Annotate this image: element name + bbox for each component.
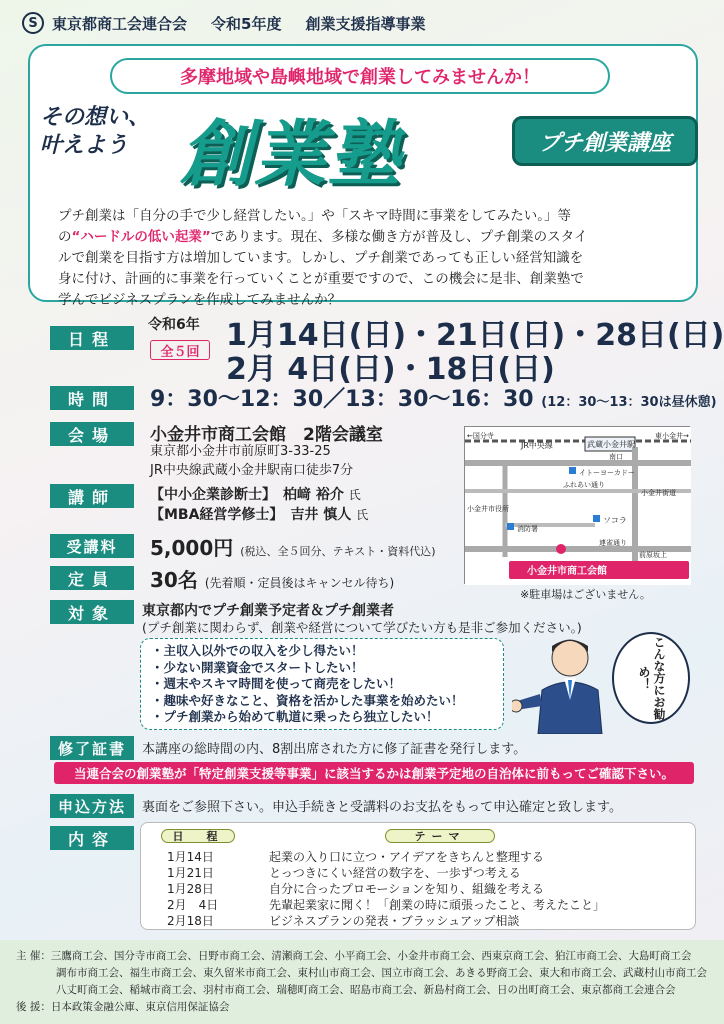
checklist-item: ・主収入以外での収入を少し得たい！ <box>151 643 364 658</box>
instructor-1 <box>150 484 361 504</box>
intro-line-5: 学んでビジネスプランを作成してみませんか？ <box>58 292 342 308</box>
content-row-theme: 先輩起業家に聞く！「創業の時に頑張ったこと、考えたこと」 <box>269 898 606 912</box>
footer-support-text: 日本政策金融公庫、東京信用保証協会 <box>50 1001 230 1013</box>
map-note: ※駐車場はございません。 <box>520 588 651 601</box>
map-marker-itoyokado <box>569 467 576 474</box>
checklist-item: ・プチ創業から始めて軌道に乗ったら独立したい！ <box>151 709 439 724</box>
content-row-theme: 起業の入り口に立つ・アイデアをきちんと整理する <box>269 850 544 864</box>
label-apply: 申込方法 <box>50 794 134 818</box>
map-label-venue: 小金井市商工会館 <box>527 566 607 577</box>
shokokai-logo-icon: S <box>22 12 44 34</box>
footer-support-label: 後 援： <box>16 1001 51 1013</box>
certificate-text: 本講座の総時間の内、8割出席された方に修了証書を発行します。 <box>142 742 527 757</box>
catch-copy <box>40 104 180 160</box>
schedule-line-1: 1月14日(日)・21日(日)・28日(日) <box>226 318 724 353</box>
venue-address <box>150 442 450 480</box>
map-label-maehara: 前原坂上 <box>639 551 667 559</box>
main-title: 創業塾 <box>180 111 403 196</box>
map-marker-fire <box>507 523 514 530</box>
label-fee: 受講料 <box>50 534 134 558</box>
label-capacity: 定員 <box>50 566 134 590</box>
capacity-note: (先着順・定員後はキャンセル待ち) <box>204 576 395 590</box>
map-marker-sokora <box>593 515 600 522</box>
content-head-date: 日 程 <box>161 829 235 843</box>
map-label-higashikoganei: 東小金井→ <box>655 432 689 440</box>
map-marker-venue <box>556 544 566 554</box>
intro-text <box>58 206 678 311</box>
capacity-amount: 30名 <box>150 568 198 592</box>
label-instructor: 講師 <box>50 484 134 508</box>
map-label-fire: 消防署 <box>517 525 538 533</box>
target-main: 東京都内でプチ創業予定者＆プチ創業者 <box>142 603 394 619</box>
schedule-line-2: 2月 4日(日)・18日(日) <box>226 352 555 387</box>
apply-text: 裏面をご参照下さい。申込手続きと受講料のお支払をもって申込確定と致します。 <box>142 800 622 815</box>
map-label-jr: JR中央線 <box>521 441 553 450</box>
label-target: 対象 <box>50 600 134 624</box>
footer-hosts-3: 八丈町商工会、稲城市商工会、羽村市商工会、瑞穂町商工会、昭島市商工会、新島村商工会、日の出町商工会、東京都商工会連合会 <box>56 984 676 996</box>
map-label-sokora: ソコラ <box>603 516 627 525</box>
content-schedule-table <box>140 822 696 930</box>
map-label-kokubunji: ←国分寺 <box>467 432 494 440</box>
map-label-kaido: 小金井街道 <box>641 489 676 497</box>
content-row-date: 1月21日 <box>167 866 214 880</box>
catch-line-1: その想い、 <box>40 105 151 130</box>
fee-note: (税込、全５回分、テキスト・資料代込) <box>240 545 436 558</box>
footer-support <box>16 999 708 1016</box>
instructor-1-suffix: 氏 <box>348 488 361 502</box>
footer-host-label: 主 催： <box>16 950 51 962</box>
fee-amount: 5,000円 <box>150 536 234 560</box>
label-content: 内容 <box>50 826 134 850</box>
footer-hosts-1 <box>16 948 708 965</box>
content-head-theme: テーマ <box>385 829 495 843</box>
footer-hosts-2: 調布市商工会、福生市商工会、東久留米市商工会、東村山市商工会、国立市商工会、あきる野商工会、東大和市商工会、武蔵村山市商工会 <box>56 967 707 979</box>
access-map-svg <box>465 427 691 585</box>
recommend-bubble: こんな方にお勧め！ <box>612 632 690 724</box>
notice-bar: 当連合会の創業塾が「特定創業支援等事業」に該当するかは創業予定地の自治体に前もってご確認下さい。 <box>54 762 694 784</box>
map-label-station: 武蔵小金井駅 <box>587 440 635 449</box>
checklist-item: ・週末やスキマ時間を使って商売をしたい！ <box>151 676 402 691</box>
checklist-item: ・少ない開業資金でスタートしたい！ <box>151 659 364 675</box>
content-row-date: 2月 4日 <box>167 898 219 912</box>
venue-address-2: JR中央線武蔵小金井駅南口徒歩7分 <box>150 463 354 478</box>
map-label-itoyokado: イトーヨーカドー <box>579 469 635 477</box>
businessman-illustration-icon <box>512 630 622 734</box>
target-checklist <box>140 638 504 730</box>
map-label-fureai: ふれあい通り <box>563 481 605 489</box>
map-label-cityhall: 小金井市役所 <box>467 505 509 513</box>
intro-line-2 <box>58 227 678 248</box>
intro-line-3: ルで創業を目指す方は増加しています。しかし、プチ創業であっても正しい経営知識を <box>58 250 584 266</box>
map-label-rengaku: 連雀通り <box>599 539 627 547</box>
intro-highlight: “ハードルの低い起業” <box>71 229 211 245</box>
tagline: 多摩地域や島嶼地域で創業してみませんか！ <box>110 58 610 94</box>
schedule-era: 令和6年 <box>148 317 200 333</box>
intro-line-1: プチ創業は「自分の手で少し経営したい。」や「スキマ時間に事業をしてみたい。」等 <box>58 208 571 224</box>
header-program: 創業支援指導事業 <box>305 14 426 33</box>
label-schedule: 日程 <box>50 326 134 350</box>
instructor-1-title: 【中小企業診断士】 <box>150 487 269 503</box>
venue-name: 小金井市商工会館 2階会議室 <box>150 425 383 445</box>
intro-line-2-post: であります。現在、多様な働き方が普及し、プチ創業のスタイ <box>210 229 588 245</box>
time-note: (12：30〜13：30は昼休憩) <box>541 395 717 410</box>
label-venue: 会場 <box>50 422 134 446</box>
map-label-south-exit: 南口 <box>609 453 623 461</box>
venue-address-1: 東京都小金井市前原町3-33-25 <box>150 444 331 459</box>
footer-hosts-1-text: 三鷹商工会、国分寺市商工会、日野市商工会、清瀬商工会、小平商工会、小金井市商工会、西東京商工会、狛江市商工会、大島町商工会 <box>50 950 692 962</box>
label-time: 時間 <box>50 386 134 410</box>
header <box>22 10 712 36</box>
puchi-badge: プチ創業講座 <box>512 116 698 166</box>
capacity-value <box>150 564 394 593</box>
time-value <box>150 382 717 413</box>
intro-line-2-pre: の <box>58 229 72 245</box>
instructor-1-name: 柏﨑 裕介 <box>283 487 344 503</box>
target-sub: (プチ創業に関わらず、創業や経営について学びたい方も是非ご参加ください。) <box>142 620 582 635</box>
fee-value <box>150 532 436 561</box>
footer <box>0 940 724 1024</box>
content-row-date: 2月18日 <box>167 914 214 928</box>
checklist-item: ・趣味や好きなこと、資格を活かした事業を始めたい！ <box>151 692 464 708</box>
content-row-date: 1月28日 <box>167 882 214 896</box>
content-row-theme: ビジネスプランの発表・ブラッシュアップ相談 <box>269 914 520 928</box>
content-row-theme: とっつきにくい経営の数字を、一歩ずつ考える <box>269 866 521 880</box>
content-row-theme: 自分に合ったプロモーションを知り、組織を考える <box>269 882 545 896</box>
intro-line-4: 身に付け、計画的に事業を行っていくことが重要ですので、この機会に是非、創業塾で <box>58 271 584 287</box>
content-row-date: 1月14日 <box>167 850 214 864</box>
instructor-2-title: 【MBA経営学修士】 <box>150 507 277 523</box>
label-certificate: 修了証書 <box>50 736 134 760</box>
header-year: 令和5年度 <box>211 14 282 33</box>
catch-line-2: 叶えよう <box>40 133 129 158</box>
header-org: 東京都商工会連合会 <box>52 14 188 33</box>
instructor-2-name: 吉井 慎人 <box>290 507 352 523</box>
access-map <box>464 426 690 584</box>
instructor-2-suffix: 氏 <box>356 508 369 522</box>
schedule-count-badge: 全５回 <box>150 340 210 360</box>
time-main: 9：30〜12：30／13：30〜16：30 <box>150 387 534 412</box>
instructor-2 <box>150 504 368 524</box>
